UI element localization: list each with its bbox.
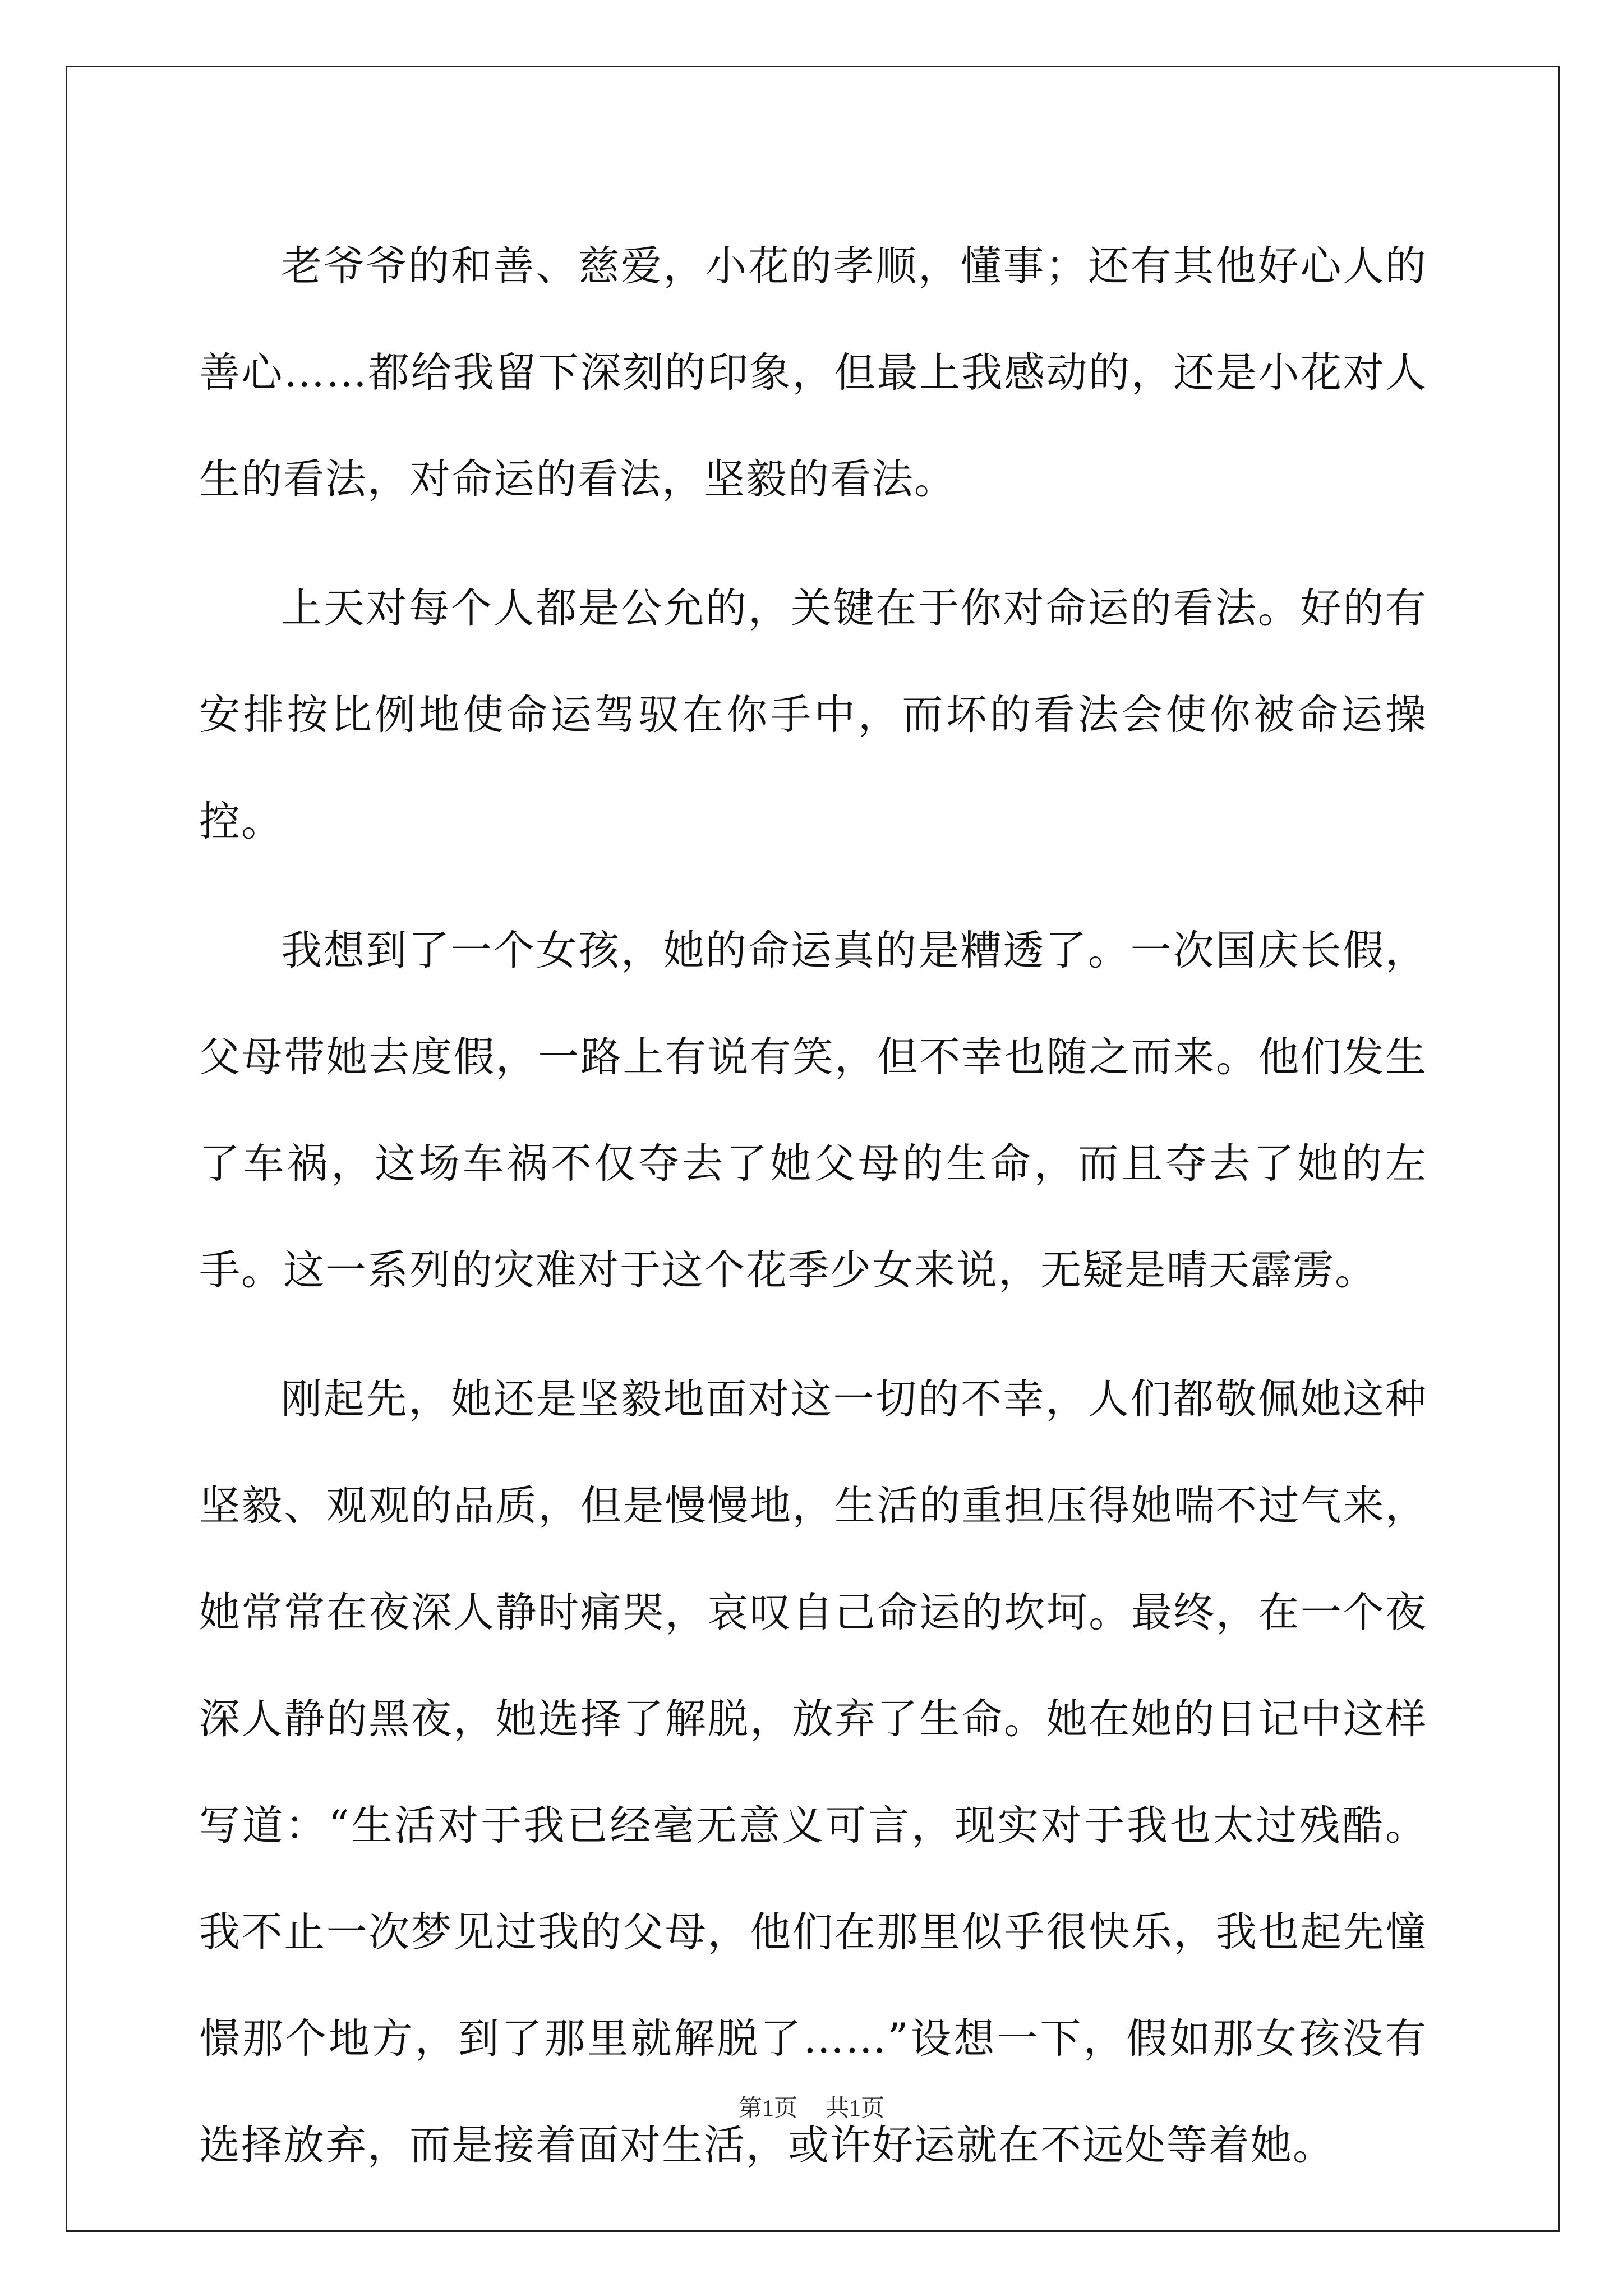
document-body (199, 213, 1427, 2221)
page-number: 第1页 (738, 2096, 797, 2122)
paragraph-3: 我想到了一个女孩，她的命运真的是糟透了。一次国庆长假，父母带她去度假，一路上有说有笑，但不幸也随之而来。他们发生了车祸，这场车祸不仅夺去了她父母的生命，而且夺去了她的左手。这一系列的灾难对于这个花季少女来说，无疑是晴天霹雳。 (199, 927, 1427, 1294)
page-footer (0, 2090, 1623, 2123)
paragraph-4: 刚起先，她还是坚毅地面对这一切的不幸，人们都敬佩她这种坚毅、观观的品质，但是慢慢地，生活的重担压得她喘不过气来，她常常在夜深人静时痛哭，哀叹自己命运的坎坷。最终，在一个夜深人静的黑夜，她选择了解脱，放弃了生命。她在她的日记中这样写道：“生活对于我已经毫无意义可言，现实对于我也太过残酷。我不止一次梦见过我的父母，他们在那里似乎很快乐，我也起先憧憬那个地方，到了那里就解脱了……”设想一下，假如那女孩没有选择放弃，而是接着面对生活，或许好运就在不远处等着她。 (199, 1375, 1427, 2169)
paragraph-1: 老爷爷的和善、慈爱，小花的孝顺，懂事；还有其他好心人的善心……都给我留下深刻的印象，但最上我感动的，还是小花对人生的看法，对命运的看法，坚毅的看法。 (199, 242, 1427, 503)
page-total: 共1页 (826, 2096, 885, 2122)
paragraph-2: 上天对每个人都是公允的，关键在于你对命运的看法。好的有安排按比例地使命运驾驭在你手中，而坏的看法会使你被命运操控。 (199, 585, 1427, 845)
